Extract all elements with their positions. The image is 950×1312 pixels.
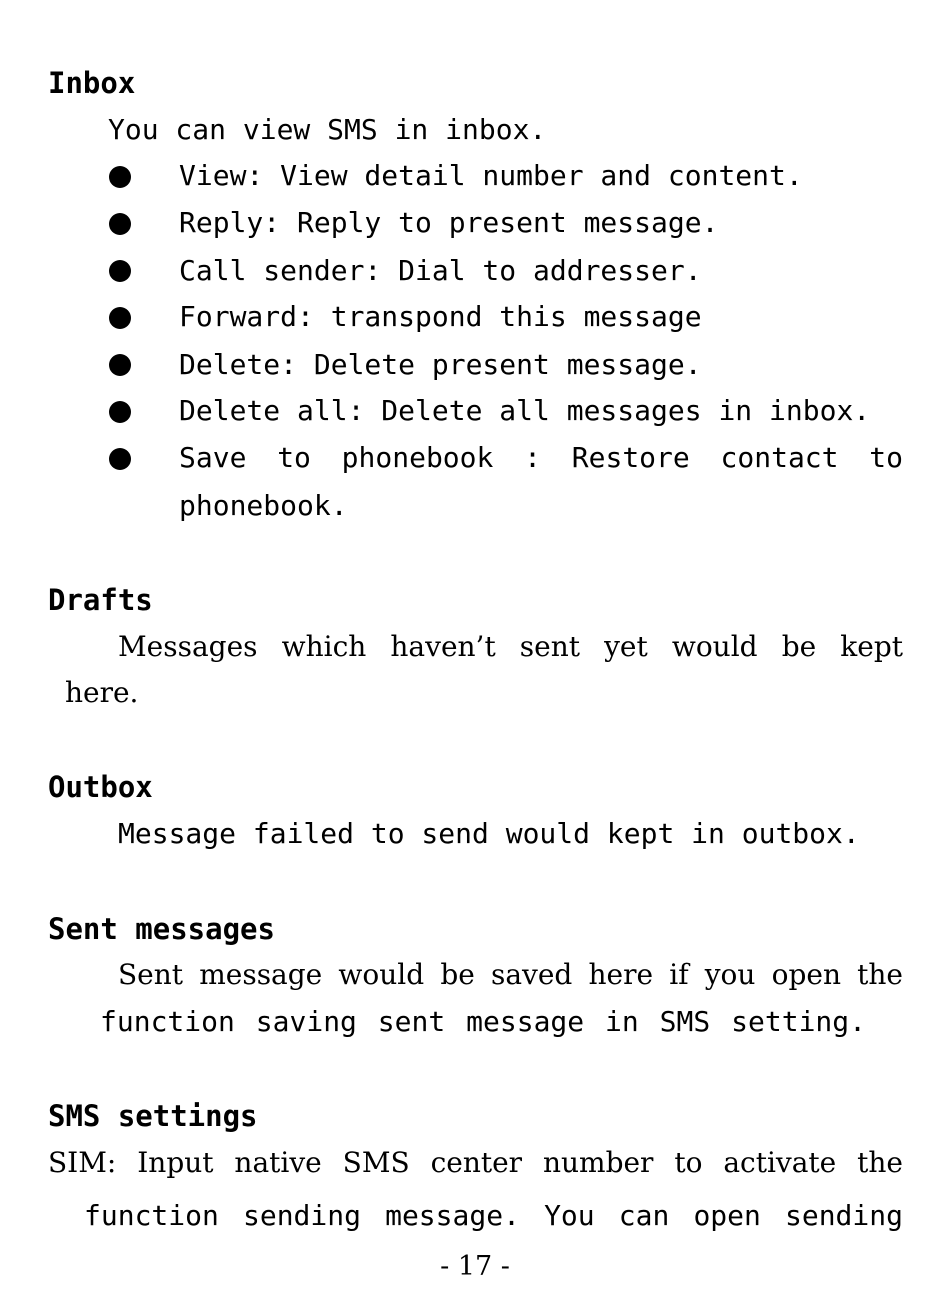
outbox-text: Message failed to send would kept in outbox.: [118, 817, 860, 850]
page-number: - 17 -: [440, 1251, 510, 1282]
section-heading-inbox: Inbox: [48, 66, 136, 100]
bullet-icon: [109, 260, 131, 282]
sent-messages-text-line-2: function saving sent message in SMS setting.: [100, 1005, 866, 1038]
section-heading-sent-messages: Sent messages: [48, 912, 275, 946]
drafts-text-line-1: Messages which haven’t sent yet would be kept: [118, 630, 903, 663]
section-heading-outbox: Outbox: [48, 770, 153, 804]
inbox-item-save-to-phonebook-continued: phonebook.: [179, 489, 348, 522]
inbox-item-reply: Reply: Reply to present message.: [179, 206, 719, 239]
inbox-item-forward: Forward: transpond this message: [179, 300, 702, 333]
sent-messages-text-line-1: Sent message would be saved here if you open the: [118, 958, 903, 991]
inbox-intro: You can view SMS in inbox.: [108, 113, 547, 146]
inbox-item-save-to-phonebook: Save to phonebook : Restore contact to: [179, 441, 903, 474]
bullet-icon: [109, 448, 131, 470]
bullet-icon: [109, 213, 131, 235]
sms-settings-text-line-2: function sending message. You can open sending: [84, 1199, 903, 1232]
inbox-item-view: View: View detail number and content.: [179, 159, 803, 192]
section-heading-drafts: Drafts: [48, 583, 153, 617]
section-heading-sms-settings: SMS settings: [48, 1099, 258, 1133]
bullet-icon: [109, 307, 131, 329]
sms-settings-text-line-1: SIM: Input native SMS center number to activate the: [48, 1146, 903, 1179]
bullet-icon: [109, 166, 131, 188]
bullet-icon: [109, 401, 131, 423]
drafts-text-line-2: here.: [65, 676, 139, 709]
inbox-item-delete-all: Delete all: Delete all messages in inbox.: [179, 394, 871, 427]
bullet-icon: [109, 354, 131, 376]
inbox-item-call-sender: Call sender: Dial to addresser.: [179, 254, 702, 287]
inbox-item-delete: Delete: Delete present message.: [179, 348, 702, 381]
